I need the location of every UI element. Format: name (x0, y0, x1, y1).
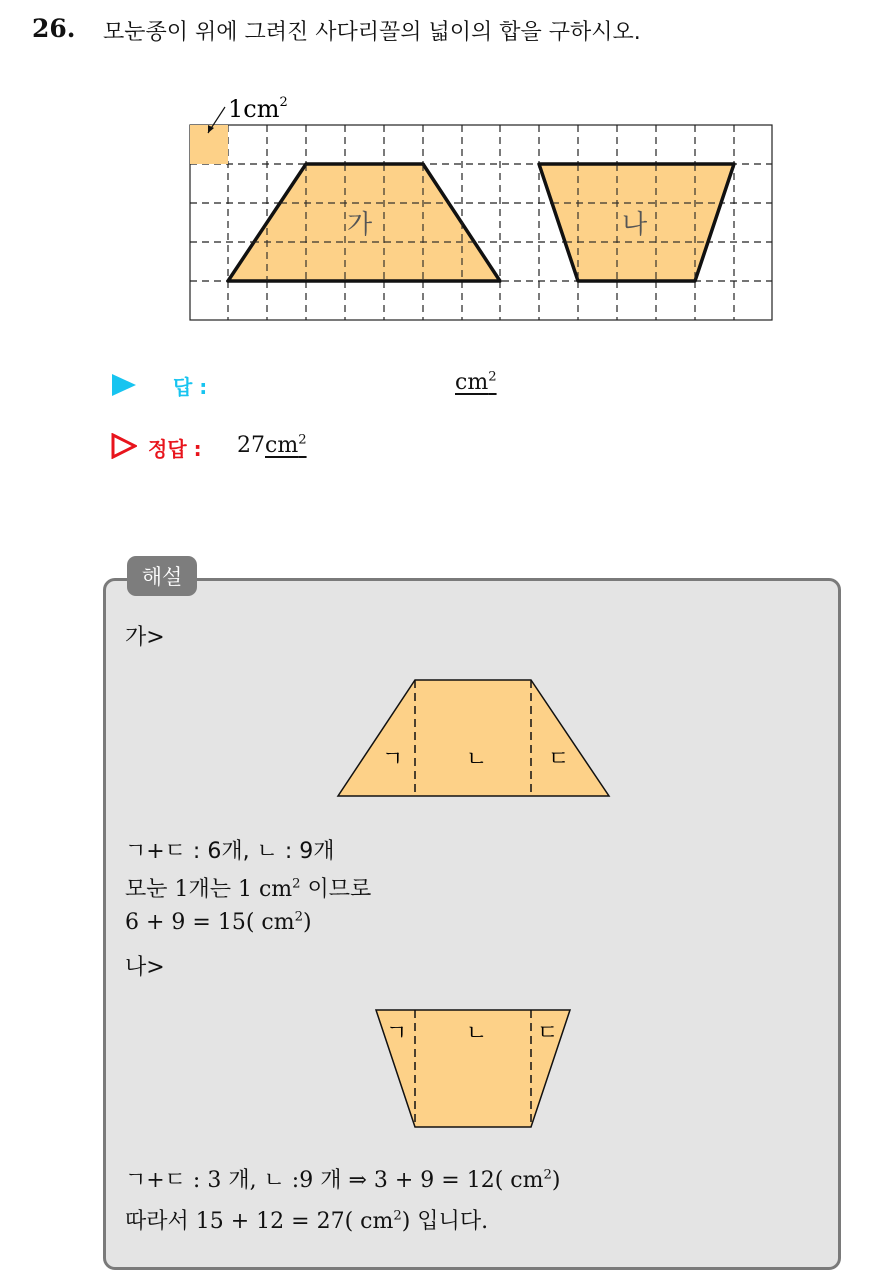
diagram-a-label-2: ㄴ (466, 747, 488, 772)
answer-unit: $cm^2$ (455, 369, 497, 395)
unit-label: $1cm^2$ (228, 95, 288, 123)
correct-label: 정답 : (148, 437, 202, 461)
diagram-b (0, 1000, 884, 1140)
explain-line-1: ㄱ+ㄷ : 6개, ㄴ : 9개 (125, 839, 335, 864)
question-text: 모눈종이 위에 그려진 사다리꼴의 넓이의 합을 구하시오. (103, 20, 641, 45)
diagram-b-label-2: ㄴ (466, 1021, 488, 1046)
answer-triangle-icon (111, 373, 137, 397)
shape-a-label: 가 (347, 210, 373, 240)
diagram-b-label-3: ㄷ (537, 1021, 559, 1046)
diagram-a (0, 670, 884, 810)
diagram-a-label-1: ㄱ (382, 747, 404, 772)
correct-answer: $27cm^2$ (237, 432, 307, 458)
diagram-b-label-1: ㄱ (386, 1021, 408, 1046)
grid-figure (0, 0, 884, 340)
explain-line-2: 모눈 1개는 1 $cm^2$ 이므로 (125, 876, 372, 902)
part-a-header: 가> (125, 625, 165, 650)
diagram-a-label-3: ㄷ (548, 747, 570, 772)
correct-triangle-icon (111, 433, 137, 459)
explanation-tag: 해설 (127, 556, 197, 596)
explain-line-3: 6 + 9 = 15( $cm^2$) (125, 909, 312, 935)
explain-line-5: 따라서 15 + 12 = 27( $cm^2$) 입니다. (125, 1208, 489, 1234)
part-b-header: 나> (125, 955, 165, 980)
explain-line-4: ㄱ+ㄷ : 3 개, ㄴ :9 개 ⇒ 3 + 9 = 12( $cm^2$) (125, 1167, 561, 1193)
answer-label: 답 : (173, 375, 208, 399)
question-number: 26. (32, 14, 76, 43)
shape-b-label: 나 (622, 210, 648, 240)
